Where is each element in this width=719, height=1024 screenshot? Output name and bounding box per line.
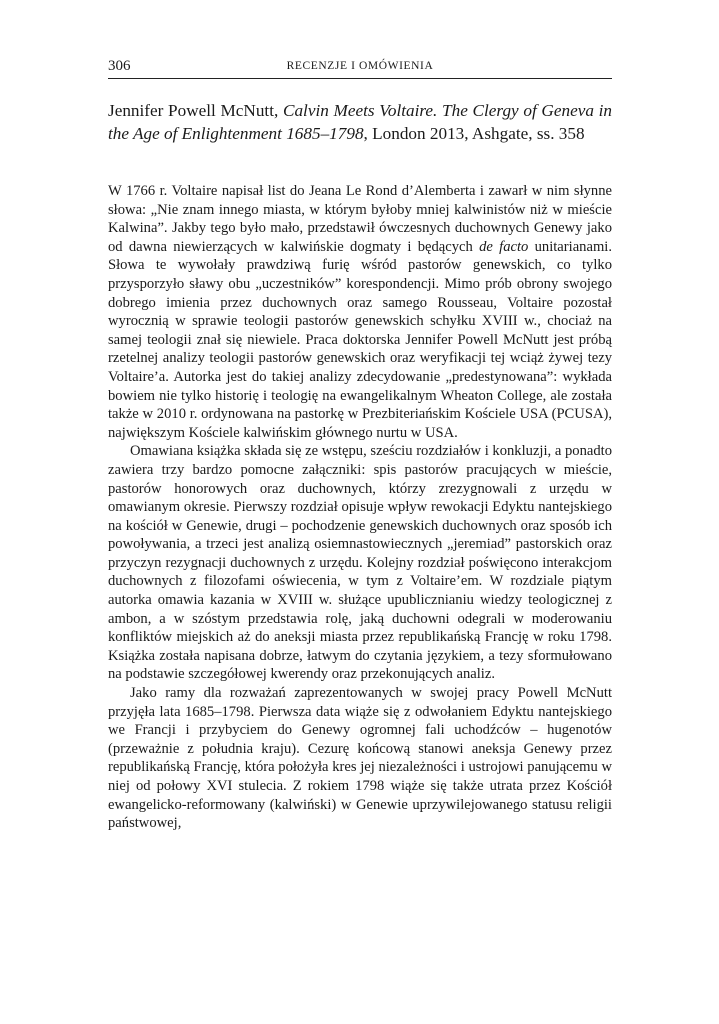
paragraph-1-emphasis: de facto xyxy=(479,238,529,255)
page-number: 306 xyxy=(108,58,131,74)
citation-publication: , London 2013, Ashgate, ss. 358 xyxy=(363,124,585,143)
paragraph-2: Omawiana książka składa się ze wstępu, sześciu rozdziałów i konkluzji, a ponadto zawiera trzy bardzo pomocne załączniki: spis pastorów pracujących w mieście, pastorów honorowych oraz duchownych, którzy zrezygnowali z urzędu w omawianym okresie. Pierwszy rozdział opisuje wpływ rewokacji Edyktu nantejskiego na kościół w Genewie, drugi – pochodzenie genewskich duchownych oraz sposób ich powoływania, a trzeci jest analizą osiemnastowiecznych „jeremiad” pastorskich oraz przyczyn rezygnacji duchownych z urzędu. Kolejny rozdział poświęcono interakcjom duchownych z filozofami oświecenia, w tym z Voltaire’em. W rozdziale piątym autorka omawia kazania w XVIII w. służące upublicznianiu wiedzy teologicznej z ambon, a w szóstym przedstawia rolę, jaką duchowni odegrali w moderowaniu konfliktów miejskich aż do aneksji miasta przez republikańską Francję w roku 1798. Książka została napisana dobrze, łatwym do czytania językiem, a tezy sformułowano na podstawie szczegółowej kwerendy oraz przekonujących analiz. xyxy=(108,443,612,683)
page xyxy=(108,56,612,833)
paragraph-1-part-2: unitarianami. Słowa te wywołały prawdziwą furię wśród pastorów genewskich, co tylko przysporzyło sławy obu „uczestników” korespondencji. Mimo prób obrony swojego dobrego imienia przez duchownych oraz samego Rousseau, Voltaire pozostał wyrocznią w sprawie teologii pastorów genewskich schyłku XVIII w., chociaż na samej teologii znał się niewiele. Praca doktorska Jennifer Powell McNutt jest próbą rzetelnej analizy teologii pastorów genewskich oraz weryfikacji tej wciąż żywej tezy Voltaire’a. Autorka jest do takiej analizy zdecydowanie „predestynowana”: wykłada bowiem nie tylko historię i teologię na ewangelikalnym Wheaton College, ale została także w 2010 r. ordynowana na pastorkę w Prezbiteriańskim Kościele USA (PCUSA), największym Kościele kalwińskim głównego nurtu w USA. xyxy=(108,238,612,441)
paragraph-3: Jako ramy dla rozważań zaprezentowanych w swojej pracy Powell McNutt przyjęła lata 1685–1798. Pierwsza data wiąże się z odwołaniem Edyktu nantejskiego we Francji i przybyciem do Genewy ogromnej fali uchodźców – hugenotów (przeważnie z południa kraju). Cezurę końcową stanowi aneksja Genewy przez republikańską Francję, która położyła kres jej niezależności i ustrojowi panującemu w niej od połowy XVI stulecia. Z rokiem 1798 wiąże się także utrata przez Kościół ewangelicko-reformowany (kalwiński) w Genewie uprzywilejowanego statusu religii państwowej, xyxy=(108,685,612,832)
paragraph-1 xyxy=(108,182,612,442)
running-header xyxy=(108,56,612,79)
citation-book-title: Calvin Meets Voltaire. The Clergy of Geneva in the Age of Enlightenment 1685–1798 xyxy=(108,101,612,143)
paragraph-1-part-1: W 1766 r. Voltaire napisał list do Jeana Le Rond d’Alemberta i zawarł w nim słynne słowa: „Nie znam innego miasta, w którym byłoby mniej kalwinistów niż w mieście Kalwina”. Jakby tego było mało, przedstawił ówczesnych duchownych Genewy jako od dawna niewierzących w kalwińskie dogmaty i będących xyxy=(108,183,612,255)
section-title: RECENZJE I OMÓWIENIA xyxy=(286,60,434,72)
book-citation xyxy=(108,99,612,145)
citation-author: Jennifer Powell McNutt, xyxy=(108,101,283,120)
review-body xyxy=(108,182,612,833)
